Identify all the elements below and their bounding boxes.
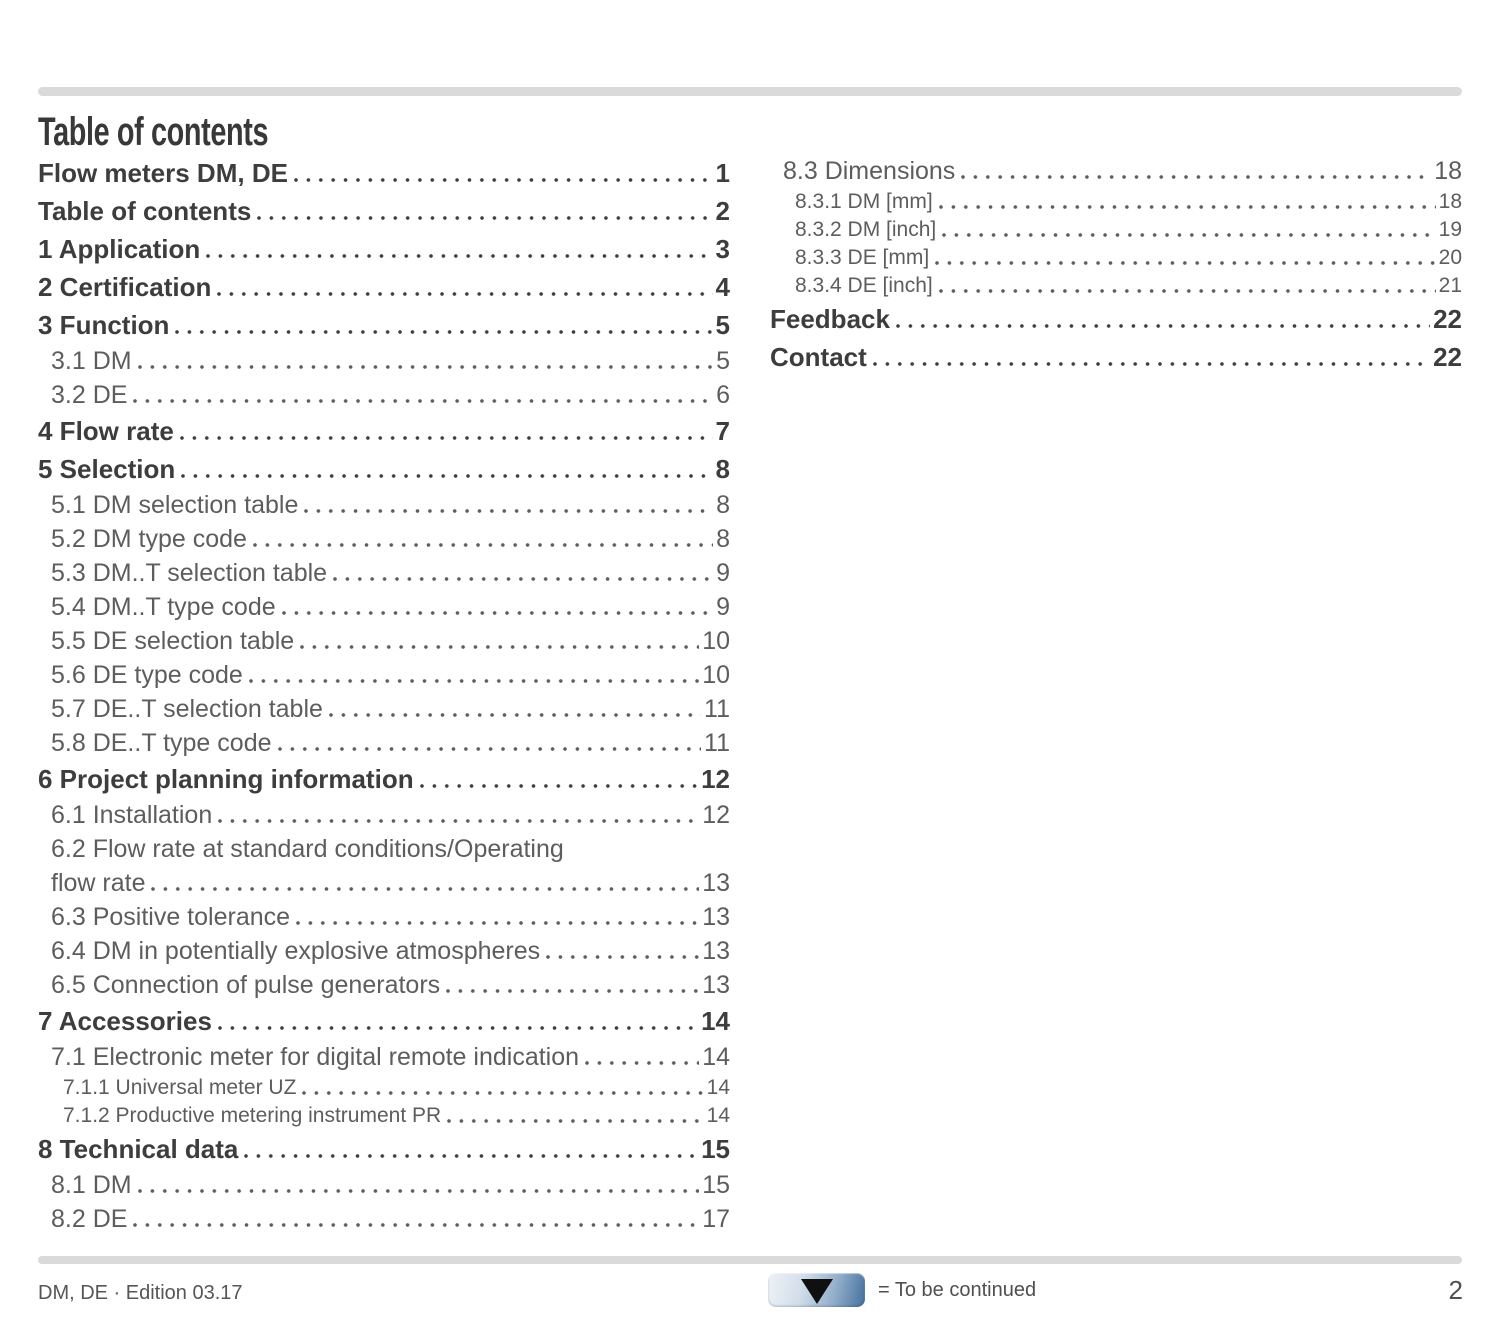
dot-leader: [890, 300, 1433, 338]
toc-entry[interactable]: [770, 300, 1462, 338]
toc-entry-page: 7: [715, 416, 730, 446]
toc-entry-label: 1 Application: [38, 234, 201, 264]
toc-entry-page: 19: [1438, 218, 1462, 241]
toc-entry-label: 5.1 DM selection table: [51, 491, 299, 519]
doc-edition-text: DM, DE · Edition 03.17: [38, 1282, 243, 1304]
toc-entry-page: 18: [1434, 157, 1462, 185]
toc-entry-label: flow rate: [51, 869, 146, 897]
to-be-continued-legend: [768, 1273, 1036, 1307]
toc-entry-label: 5.6 DE type code: [51, 661, 243, 689]
toc-entry[interactable]: [38, 556, 730, 590]
toc-entry-label: 4 Flow rate: [38, 416, 174, 446]
dot-leader: [296, 1074, 706, 1102]
page-number: 2: [1448, 1275, 1463, 1305]
dot-leader: [174, 412, 716, 450]
toc-entry-page: 1: [715, 158, 730, 188]
dot-leader: [298, 488, 716, 522]
toc-entry-page: 5: [716, 347, 730, 375]
dot-leader: [127, 378, 716, 412]
dot-leader: [212, 1002, 701, 1040]
dot-leader: [243, 658, 702, 692]
toc-entry[interactable]: [38, 658, 730, 692]
toc-entry[interactable]: [38, 268, 730, 306]
toc-entry[interactable]: [38, 798, 730, 832]
toc-entry[interactable]: [38, 692, 730, 726]
toc-entry-page: 21: [1438, 274, 1462, 297]
toc-entry-page: 9: [716, 593, 730, 621]
toc-entry[interactable]: [38, 968, 730, 1002]
toc-entry-page: 13: [702, 903, 730, 931]
dot-leader: [288, 154, 716, 192]
toc-entry-label: 6 Project planning information: [38, 764, 414, 794]
toc-entry-label: Flow meters DM, DE: [38, 158, 288, 188]
toc-entry[interactable]: [38, 1074, 730, 1102]
toc-entry-label: 8.3.2 DM [inch]: [795, 218, 937, 241]
toc-entry-page: 13: [702, 869, 730, 897]
dot-leader: [175, 450, 715, 488]
toc-entry[interactable]: [38, 726, 730, 760]
toc-entry[interactable]: [38, 412, 730, 450]
toc-entry-page: 5: [715, 310, 730, 340]
toc-entry-label: 8.2 DE: [51, 1205, 128, 1233]
toc-entry[interactable]: [38, 900, 730, 934]
to-be-continued-icon: [768, 1273, 865, 1307]
toc-entry-label: 8.1 DM: [51, 1171, 132, 1199]
toc-entry-label: 8 Technical data: [38, 1134, 239, 1164]
toc-entry-page: 9: [716, 559, 730, 587]
toc-column-right: [770, 154, 1462, 1236]
toc-entry-page: 10: [702, 627, 730, 655]
page-title: Table of contents: [38, 110, 269, 154]
dot-leader: [200, 230, 715, 268]
dot-leader: [579, 1040, 702, 1074]
toc-entry[interactable]: [38, 1040, 730, 1074]
toc-entry[interactable]: [38, 230, 730, 268]
toc-entry-page: 14: [706, 1104, 730, 1127]
toc-entry-label: 5.3 DM..T selection table: [51, 559, 328, 587]
toc-entry[interactable]: [770, 272, 1462, 300]
dot-leader: [238, 1130, 701, 1168]
dot-leader: [251, 192, 715, 230]
toc-entry-page: 11: [704, 695, 730, 723]
toc-entry-page: 12: [701, 764, 730, 794]
dot-leader: [867, 338, 1433, 376]
toc-entry[interactable]: [38, 1168, 730, 1202]
dot-leader: [440, 968, 702, 1002]
toc-entry-label: Feedback: [770, 304, 890, 334]
toc-entry[interactable]: [38, 1130, 730, 1168]
toc-entry-page: 14: [701, 1006, 730, 1036]
toc-entry-label: 5.4 DM..T type code: [51, 593, 276, 621]
toc-entry-label: 5.5 DE selection table: [51, 627, 295, 655]
toc-entry-label: 3.2 DE: [51, 381, 128, 409]
dot-leader: [290, 900, 702, 934]
toc-entry-page: 15: [702, 1171, 730, 1199]
toc-entry-label: 6.2 Flow rate at standard conditions/Operating: [51, 835, 564, 863]
dot-leader: [272, 726, 705, 760]
toc-entry-page: 13: [702, 971, 730, 999]
toc-entry-label: 5 Selection: [38, 454, 176, 484]
toc-entry-label: 8.3.1 DM [mm]: [795, 190, 933, 213]
toc-entry[interactable]: [38, 1202, 730, 1236]
dot-leader: [145, 866, 702, 900]
toc-entry-page: 2: [715, 196, 730, 226]
dot-leader: [540, 934, 702, 968]
toc-entry-label: 6.3 Positive tolerance: [51, 903, 291, 931]
dot-leader: [955, 154, 1434, 188]
toc-entry[interactable]: [38, 1102, 730, 1130]
toc-entry[interactable]: [770, 338, 1462, 376]
toc-entry-label: Table of contents: [38, 196, 252, 226]
toc-entry[interactable]: [38, 488, 730, 522]
toc-entry-page: 22: [1433, 304, 1462, 334]
dot-leader: [327, 556, 716, 590]
toc-entry[interactable]: [38, 450, 730, 488]
dot-leader: [323, 692, 704, 726]
dot-leader: [247, 522, 716, 556]
toc-entry[interactable]: [38, 344, 730, 378]
toc-entry[interactable]: [38, 378, 730, 412]
toc-entry-page: 14: [706, 1076, 730, 1099]
toc-entry-label: 5.2 DM type code: [51, 525, 247, 553]
toc-entry-page: 10: [702, 661, 730, 689]
dot-leader: [169, 306, 715, 344]
toc-entry-label: 2 Certification: [38, 272, 212, 302]
toc-entry-page: 20: [1438, 246, 1462, 269]
toc-entry-page: 8: [716, 491, 730, 519]
toc-entry[interactable]: [770, 244, 1462, 272]
toc-entry[interactable]: [38, 192, 730, 230]
toc-entry[interactable]: [38, 590, 730, 624]
toc-entry[interactable]: [38, 522, 730, 556]
dot-leader: [294, 624, 702, 658]
toc-entry[interactable]: [770, 154, 1462, 188]
toc-entry-label: 5.8 DE..T type code: [51, 729, 272, 757]
toc-entry[interactable]: [38, 1002, 730, 1040]
dot-leader: [414, 760, 702, 798]
toc-entry-label: 8.3.4 DE [inch]: [795, 274, 933, 297]
dot-leader: [211, 268, 715, 306]
toc-entry-label: 7.1.2 Productive metering instrument PR: [63, 1104, 442, 1127]
toc-column-left: [38, 154, 730, 1236]
toc-entry-page: 8: [715, 454, 730, 484]
toc-entry-label: 3.1 DM: [51, 347, 132, 375]
toc-entry-page: 13: [702, 937, 730, 965]
dot-leader: [132, 1168, 703, 1202]
table-of-contents: [38, 154, 1462, 1236]
legend-label: = To be continued: [878, 1278, 1037, 1301]
dot-leader: [933, 272, 1439, 300]
dot-leader: [276, 590, 716, 624]
toc-entry-page: 8: [716, 525, 730, 553]
dot-leader: [132, 344, 717, 378]
toc-entry-label: 6.4 DM in potentially explosive atmospheres: [51, 937, 541, 965]
toc-entry-label: 8.3 Dimensions: [783, 157, 956, 185]
dot-leader: [936, 216, 1438, 244]
toc-entry[interactable]: [38, 832, 730, 866]
dot-leader: [212, 798, 702, 832]
down-triangle-icon: [801, 1279, 833, 1304]
toc-entry[interactable]: [38, 306, 730, 344]
toc-entry-label: 7.1 Electronic meter for digital remote indication: [51, 1043, 580, 1071]
toc-entry-page: 4: [715, 272, 730, 302]
toc-entry-page: 17: [702, 1205, 730, 1233]
toc-entry-page: 11: [704, 729, 730, 757]
dot-leader: [929, 244, 1438, 272]
top-divider: [38, 87, 1462, 96]
toc-entry[interactable]: [38, 154, 730, 192]
toc-entry-label: 7.1.1 Universal meter UZ: [63, 1076, 297, 1099]
toc-entry[interactable]: [38, 866, 730, 900]
toc-entry-label: 7 Accessories: [38, 1006, 212, 1036]
dot-leader: [933, 188, 1439, 216]
toc-entry-page: 18: [1438, 190, 1462, 213]
toc-entry-page: 14: [702, 1043, 730, 1071]
toc-entry-label: 8.3.3 DE [mm]: [795, 246, 930, 269]
toc-entry-page: 12: [702, 801, 730, 829]
toc-entry-page: 22: [1433, 342, 1462, 372]
toc-entry-page: 3: [715, 234, 730, 264]
toc-entry-label: 3 Function: [38, 310, 170, 340]
dot-leader: [441, 1102, 706, 1130]
toc-entry-label: 5.7 DE..T selection table: [51, 695, 323, 723]
toc-entry[interactable]: [38, 624, 730, 658]
toc-entry-label: 6.1 Installation: [51, 801, 213, 829]
toc-entry[interactable]: [770, 216, 1462, 244]
toc-entry[interactable]: [38, 760, 730, 798]
toc-entry-page: 15: [701, 1134, 730, 1164]
footer-divider: [38, 1256, 1462, 1264]
toc-entry-label: Contact: [770, 342, 867, 372]
toc-entry[interactable]: [38, 934, 730, 968]
toc-entry-page: 6: [716, 381, 730, 409]
toc-entry-label: 6.5 Connection of pulse generators: [51, 971, 441, 999]
dot-leader: [127, 1202, 702, 1236]
toc-entry[interactable]: [770, 188, 1462, 216]
